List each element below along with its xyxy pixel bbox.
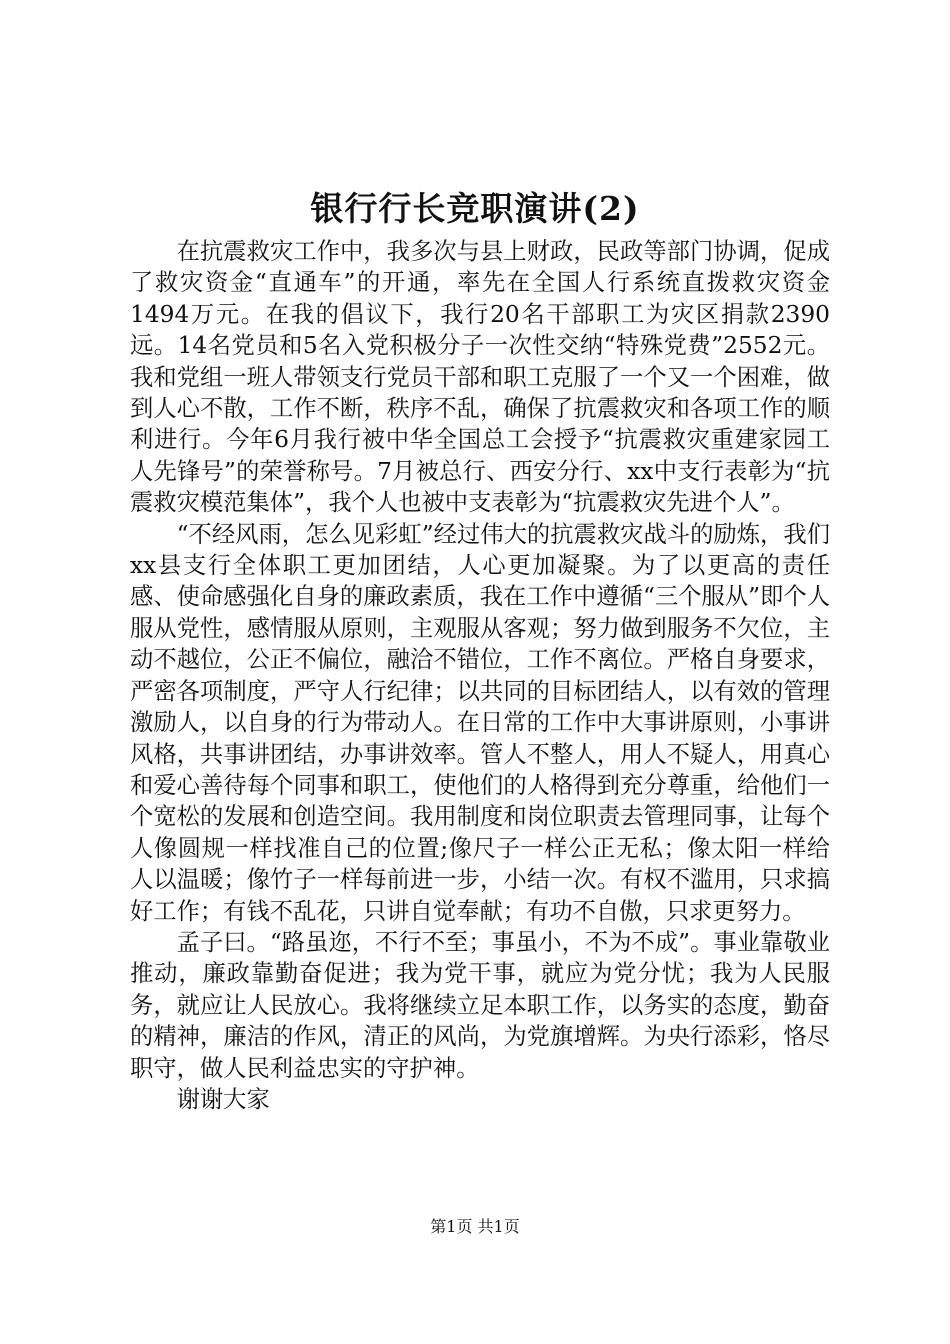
- document-body: [130, 236, 830, 1115]
- closing-line: 谢谢大家: [176, 1085, 270, 1113]
- paragraph: 在抗震救灾工作中，我多次与县上财政，民政等部门协调，促成了救灾资金“直通车”的开通，率先在全国人行系统直拨救灾资金1494万元。在我的倡议下，我行20名干部职工为灾区捐款2390远。14名党员和5名入党积极分子一次性交纳“特殊党费”2552元。我和党组一班人带领支行党员干部和职工克服了一个又一个困难，做到人心不散，工作不断，秩序不乱，确保了抗震救灾和各项工作的顺利进行。今年6月我行被中华全国总工会授予“抗震救灾重建家园工人先锋号”的荣誉称号。7月被总行、西安分行、xx中支行表彰为“抗震救灾模范集体”，我个人也被中支表彰为“抗震救灾先进个人”。: [130, 238, 830, 517]
- paragraph: 孟子曰。“路虽迩，不行不至；事虽小，不为不成”。事业靠敬业推动，廉政靠勤奋促进；我为党干事，就应为党分忧；我为人民服务，就应让人民放心。我将继续立足本职工作，以务实的态度，勤奋的精神，廉洁的作风，清正的风尚，为党旗增辉。为央行添彩，恪尽职守，做人民利益忠实的守护神。: [130, 928, 830, 1082]
- page-footer: 第1页 共1页: [430, 1217, 520, 1236]
- paragraph: “不经风雨，怎么见彩虹”经过伟大的抗震救灾战斗的励炼，我们xx县支行全体职工更加团结，人心更加凝聚。为了以更高的责任感、使命感强化自身的廉政素质，我在工作中遵循“三个服从”即个人服从党性，感情服从原则，主观服从客观；努力做到服务不欠位，主动不越位，公正不偏位，融洽不错位，工作不离位。严格自身要求，严密各项制度，严守人行纪律；以共同的目标团结人，以有效的管理激励人，以自身的行为带动人。在日常的工作中大事讲原则，小事讲风格，共事讲团结，办事讲效率。管人不整人，用人不疑人，用真心和爱心善待每个同事和职工，使他们的人格得到充分尊重，给他们一个宽松的发展和创造空间。我用制度和岗位职责去管理同事，让每个人像圆规一样找准自己的位置;像尺子一样公正无私；像太阳一样给人以温暖；像竹子一样每前进一步，小结一次。有权不滥用，只求搞好工作；有钱不乱花，只讲自觉奉献；有功不自傲，只求更努力。: [130, 520, 830, 925]
- document-title: 银行行长竞职演讲(2): [310, 189, 640, 228]
